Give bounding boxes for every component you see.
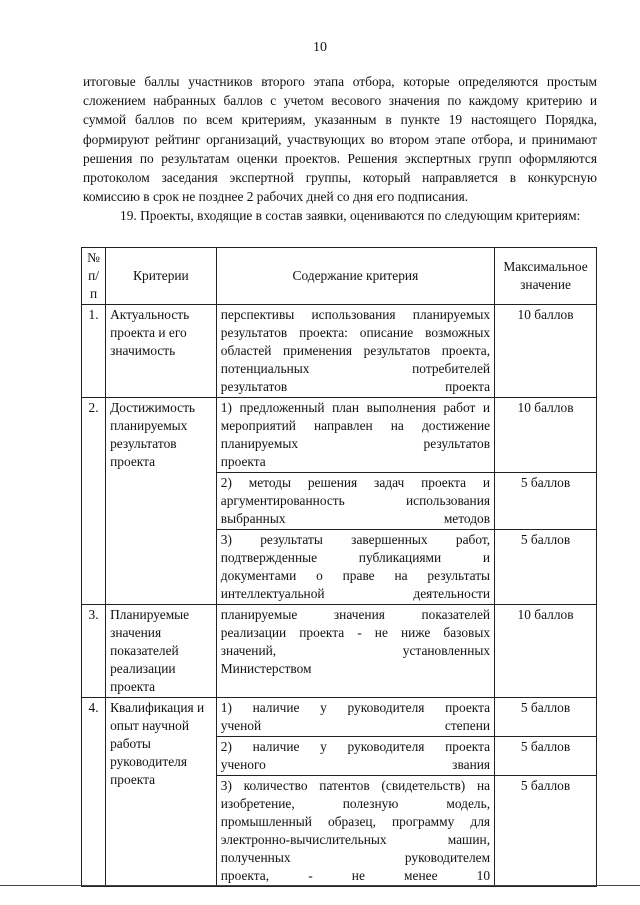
content-text: 3) количество патентов (свидетельств) на изобретение, полезную модель, промышленный образец, программу для электронно-вычислительных машин, полученных руководителем [220, 778, 491, 865]
content-text: 2) методы решения задач проекта и аргументированность использования [220, 475, 491, 508]
intro-text [83, 72, 597, 226]
row-max: 5 баллов [495, 698, 597, 737]
row-criteria: Достижимость планируемых результатов проекта [106, 398, 217, 605]
table-row [82, 605, 597, 698]
row-max: 5 баллов [495, 473, 597, 530]
row-max: 5 баллов [495, 776, 597, 887]
content-text: 3) результаты завершенных работ, подтвержденные публикациями и документами о праве на результаты [220, 532, 491, 583]
row-max: 10 баллов [495, 398, 597, 473]
content-last-line: выбранных методов [220, 511, 491, 526]
row-criteria: Планируемые значения показателей реализации проекта [106, 605, 217, 698]
row-max: 10 баллов [495, 605, 597, 698]
content-last-line: интеллектуальной деятельности [220, 586, 491, 601]
content-text: планируемые значения показателей реализации проекта - не ниже базовых значений, установленных [220, 607, 491, 658]
intro-paragraph-2: 19. Проекты, входящие в состав заявки, оцениваются по следующим критериям: [120, 208, 581, 224]
content-last-line: результатов проекта [220, 379, 491, 394]
content-text: 2) наличие у руководителя проекта [220, 739, 491, 754]
row-num: 2. [82, 398, 106, 605]
header-criteria: Критерии [106, 248, 217, 305]
row-criteria: Квалификация и опыт научной работы руководителя проекта [106, 698, 217, 887]
criteria-table [81, 247, 597, 887]
content-text: перспективы использования планируемых результатов проекта: описание возможных областей применения результатов проекта, потенциальных потребителей [220, 307, 491, 376]
header-content: Содержание критерия [216, 248, 494, 305]
header-max: Максимальное значение [495, 248, 597, 305]
row-content [216, 398, 494, 473]
table-row [82, 305, 597, 398]
row-max: 10 баллов [495, 305, 597, 398]
row-content [216, 698, 494, 737]
content-last-line: проекта [220, 454, 266, 469]
page-number: 10 [313, 40, 327, 55]
content-last-line: Министерством [220, 661, 312, 676]
row-content [216, 473, 494, 530]
row-num: 1. [82, 305, 106, 398]
row-content [216, 605, 494, 698]
content-text: 1) наличие у руководителя проекта [220, 700, 491, 715]
content-last-line: ученой степени [220, 718, 491, 733]
content-last-line: ученого звания [220, 757, 491, 772]
row-content [216, 305, 494, 398]
row-num: 3. [82, 605, 106, 698]
row-max: 5 баллов [495, 737, 597, 776]
row-content [216, 737, 494, 776]
content-text: 1) предложенный план выполнения работ и мероприятий направлен на достижение планируемых результатов [220, 400, 491, 451]
intro-paragraph-1: итоговые баллы участников второго этапа отбора, которые определяются простым сложением набранных баллов с учетом весового значения по каждому критерию и суммой баллов по всем критериям, указанным в пункте 19 настоящего Порядка, формируют рейтинг организаций, участвующих во втором этапе отбора, и принимают решения по результатам оценки проектов. Решения экспертных групп оформляются протоколом заседания экспертной группы, который направляется в конкурсную комиссию в срок не позднее 2 рабочих дней со дня его подписания. [83, 74, 597, 205]
table-row [82, 698, 597, 737]
row-criteria: Актуальность проекта и его значимость [106, 305, 217, 398]
header-num: № п/п [82, 248, 106, 305]
row-content [216, 530, 494, 605]
row-num: 4. [82, 698, 106, 887]
page-bottom-edge [0, 885, 640, 886]
table-header-row [82, 248, 597, 305]
content-last-line: проекта, - не менее 10 [220, 868, 491, 883]
table-row [82, 398, 597, 473]
row-content [216, 776, 494, 887]
row-max: 5 баллов [495, 530, 597, 605]
